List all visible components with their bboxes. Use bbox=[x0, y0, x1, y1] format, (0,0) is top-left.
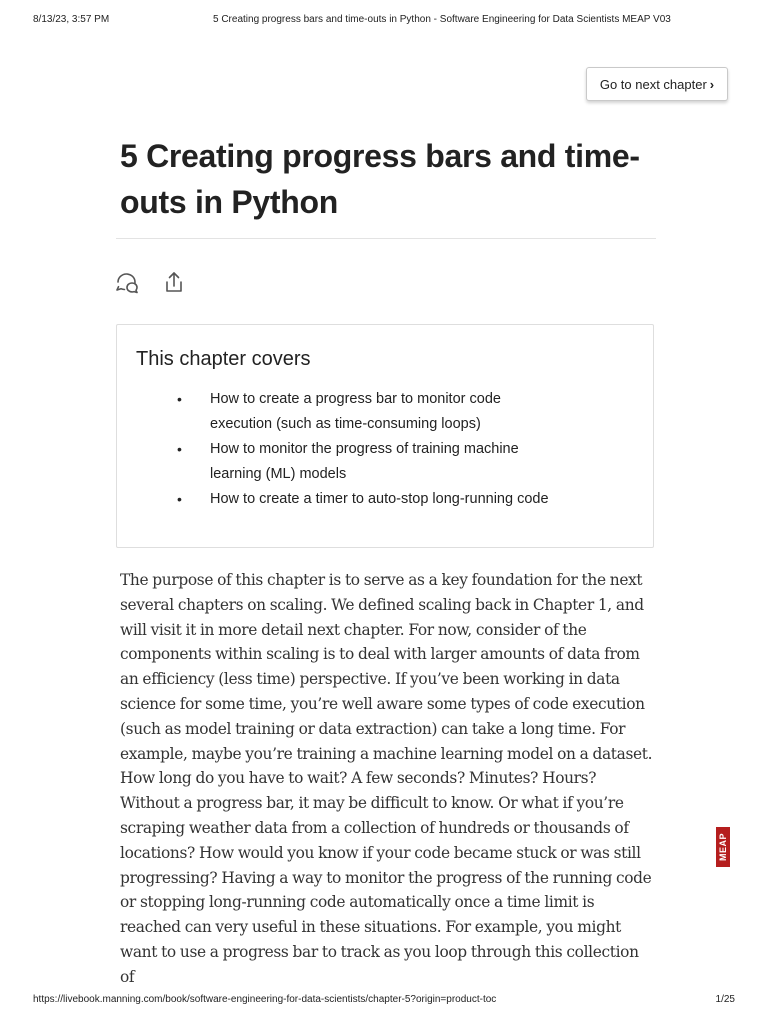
comment-icon[interactable] bbox=[114, 269, 142, 297]
print-url: https://livebook.manning.com/book/software-engineering-for-data-scientists/chapter-5?origin=product-toc bbox=[33, 994, 497, 1005]
list-item bbox=[117, 437, 560, 486]
chevron-right-icon: › bbox=[709, 76, 715, 92]
next-chapter-label: Go to next chapter bbox=[599, 76, 707, 92]
meap-badge-label: MEAP bbox=[718, 832, 729, 862]
share-icon[interactable] bbox=[160, 269, 188, 297]
bullet-icon: • bbox=[177, 491, 182, 507]
list-item bbox=[117, 387, 560, 436]
chapter-covers-box bbox=[116, 324, 654, 548]
list-item-text: How to create a timer to auto-stop long-running code bbox=[210, 491, 549, 507]
print-page-title: 5 Creating progress bars and time-outs in Python - Software Engineering for Data Scientists MEAP V03 bbox=[213, 14, 671, 25]
list-item bbox=[117, 487, 560, 512]
bullet-icon: • bbox=[177, 391, 182, 407]
meap-badge[interactable] bbox=[716, 827, 730, 867]
body-paragraph: The purpose of this chapter is to serve as a key foundation for the next several chapters on scaling. We defined scaling back in Chapter 1, and will visit it in more detail next chapter. For now, consider of the components within scaling is to deal with larger amounts of data from an efficiency (less time) perspective. If you’ve been working in data science for some time, you’re well aware some types of code execution (such as model training or data extraction) can take a long time. For example, maybe you’re training a machine learning model on a dataset. How long do you have to wait? A few seconds? Minutes? Hours? Without a progress bar, it may be difficult to know. Or what if you’re scraping weather data from a collection of hundreds or thousands of locations? How would you know if your code became stuck or was still progressing? Having a way to monitor the progress of the running code or stopping long-running code automatically once a time limit is reached can very useful in these situations. For example, you might want to use a progress bar to track as you loop through this collection of bbox=[120, 571, 653, 986]
print-datetime: 8/13/23, 3:57 PM bbox=[33, 14, 110, 25]
list-item-text: How to monitor the progress of training machine learning (ML) models bbox=[210, 441, 519, 482]
print-page-number: 1/25 bbox=[715, 994, 735, 1005]
bullet-icon: • bbox=[177, 441, 182, 457]
chapter-covers-heading: This chapter covers bbox=[136, 348, 311, 370]
next-chapter-button[interactable] bbox=[586, 67, 728, 101]
title-divider bbox=[116, 238, 656, 239]
chapter-covers-list bbox=[117, 387, 653, 513]
chapter-title: 5 Creating progress bars and time-outs in Python bbox=[120, 138, 640, 220]
list-item-text: How to create a progress bar to monitor code execution (such as time-consuming loops) bbox=[210, 391, 501, 432]
